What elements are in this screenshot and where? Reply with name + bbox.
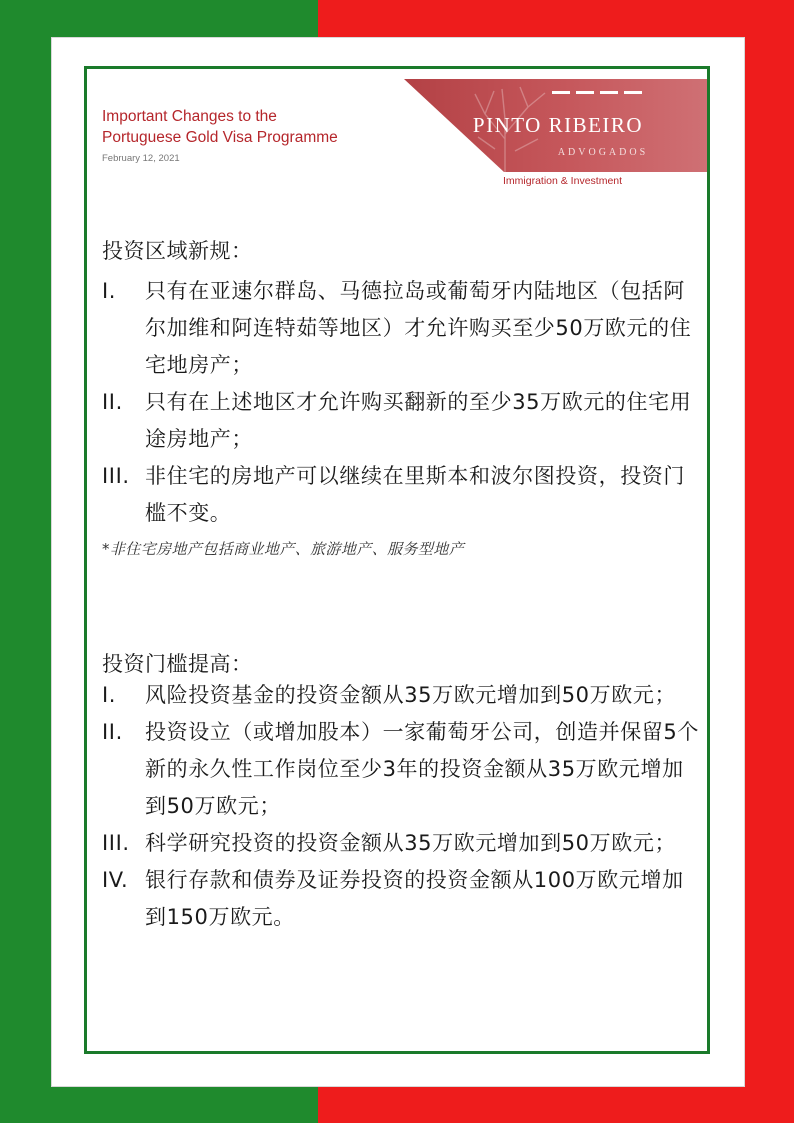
- list-item-number: III.: [102, 464, 130, 488]
- list-item-text: 投资设立（或增加股本）一家葡萄牙公司，创造并保留5个新的永久性工作岗位至少3年的投资金额从35万欧元增加到50万欧元；: [145, 720, 699, 818]
- list-item: [102, 273, 702, 384]
- list-item-number: II.: [102, 390, 123, 414]
- footnote: *非住宅房地产包括商业地产、旅游地产、服务型地产: [102, 540, 465, 558]
- list-item: [102, 384, 702, 458]
- list-item: [102, 862, 702, 936]
- list-item-number: II.: [102, 720, 123, 744]
- list-item-text: 只有在亚速尔群岛、马德拉岛或葡萄牙内陆地区（包括阿尔加维和阿连特茹等地区）才允许购买至少50万欧元的住宅地房产；: [145, 279, 692, 377]
- list-item-number: I.: [102, 279, 117, 303]
- section1-list: [102, 273, 702, 532]
- list-item-text: 风险投资基金的投资金额从35万欧元增加到50万欧元；: [145, 683, 677, 707]
- section2-list: [102, 677, 702, 936]
- list-item-text: 银行存款和债券及证券投资的投资金额从100万欧元增加到150万欧元。: [145, 868, 684, 929]
- section2-title: 投资门槛提高：: [102, 652, 253, 676]
- list-item-text: 科学研究投资的投资金额从35万欧元增加到50万欧元；: [145, 831, 677, 855]
- header-title: [102, 106, 338, 148]
- section1-title: 投资区域新规：: [102, 239, 253, 263]
- header-date: February 12, 2021: [102, 153, 180, 164]
- logo-dashes: [552, 91, 652, 95]
- logo-name: PINTO RIBEIRO: [472, 113, 644, 137]
- header-title-line2: Portuguese Gold Visa Programme: [102, 129, 338, 146]
- list-item-number: IV.: [102, 868, 129, 892]
- list-item: [102, 714, 702, 825]
- list-item: [102, 458, 702, 532]
- list-item-number: III.: [102, 831, 130, 855]
- header-title-line1: Important Changes to the: [102, 108, 277, 125]
- list-item-text: 只有在上述地区才允许购买翻新的至少35万欧元的住宅用途房地产；: [145, 390, 692, 451]
- list-item-number: I.: [102, 683, 117, 707]
- list-item: [102, 677, 702, 714]
- logo-tagline: Immigration & Investment: [503, 175, 623, 187]
- logo-subtitle: ADVOGADOS: [557, 147, 649, 158]
- list-item: [102, 825, 702, 862]
- list-item-text: 非住宅的房地产可以继续在里斯本和波尔图投资，投资门槛不变。: [145, 464, 685, 525]
